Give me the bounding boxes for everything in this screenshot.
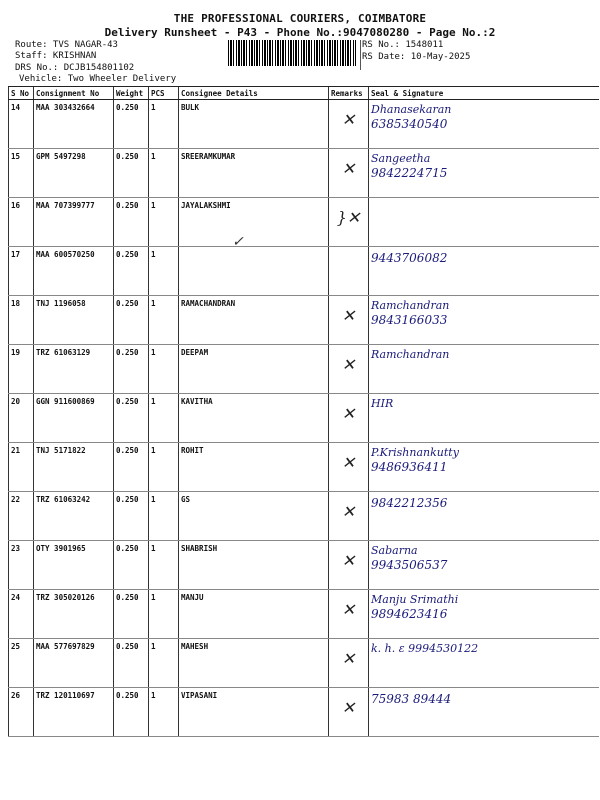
row-weight: 0.250 xyxy=(114,149,149,198)
row-pcs: 1 xyxy=(149,541,179,590)
row-weight: 0.250 xyxy=(114,590,149,639)
col-pcs: PCS xyxy=(149,87,179,100)
signature-phone: 9842224715 xyxy=(371,166,448,180)
row-weight: 0.250 xyxy=(114,296,149,345)
signature-phone: 9894623416 xyxy=(371,607,448,621)
row-sno: 17 xyxy=(9,247,34,296)
row-sno: 19 xyxy=(9,345,34,394)
row-pcs: 1 xyxy=(149,247,179,296)
row-pcs: 1 xyxy=(149,149,179,198)
row-signature xyxy=(369,149,599,198)
row-consignment: OTY 3901965 xyxy=(34,541,114,590)
row-weight: 0.250 xyxy=(114,198,149,247)
row-pcs: 1 xyxy=(149,394,179,443)
row-pcs: 1 xyxy=(149,492,179,541)
row-signature xyxy=(369,688,599,737)
signature-name: P.Krishnankutty xyxy=(371,446,459,459)
table-row xyxy=(9,492,599,541)
row-sno: 24 xyxy=(9,590,34,639)
row-weight: 0.250 xyxy=(114,492,149,541)
rs-number: RS No.: 1548011 xyxy=(362,40,444,50)
row-sno: 26 xyxy=(9,688,34,737)
row-remark: ✕ xyxy=(329,590,369,639)
row-remark: ✕ xyxy=(329,149,369,198)
row-remark xyxy=(329,247,369,296)
signature-name: Sangeetha xyxy=(371,152,431,165)
row-consignee: BULK xyxy=(179,100,329,149)
table-row xyxy=(9,443,599,492)
table-row xyxy=(9,296,599,345)
row-consignment: TRZ 305020126 xyxy=(34,590,114,639)
signature-name: Sabarna xyxy=(371,544,418,557)
rs-date: RS Date: 10-May-2025 xyxy=(362,52,471,62)
company-title: THE PROFESSIONAL COURIERS, COIMBATORE xyxy=(173,12,427,25)
staff-label: Staff: KRISHNAN xyxy=(15,51,97,61)
row-pcs: 1 xyxy=(149,100,179,149)
row-sno: 15 xyxy=(9,149,34,198)
row-consignment: TRZ 61063129 xyxy=(34,345,114,394)
row-pcs: 1 xyxy=(149,688,179,737)
row-remark: ✕ xyxy=(329,345,369,394)
row-signature xyxy=(369,443,599,492)
row-pcs: 1 xyxy=(149,296,179,345)
row-weight: 0.250 xyxy=(114,443,149,492)
row-consignment: MAA 600570250 xyxy=(34,247,114,296)
signature-phone: 9843166033 xyxy=(371,313,448,327)
table-row xyxy=(9,590,599,639)
row-signature xyxy=(369,492,599,541)
row-consignee: KAVITHA xyxy=(179,394,329,443)
signature-name: Dhanasekaran xyxy=(371,103,452,116)
signature-phone: 9943506537 xyxy=(371,558,448,572)
row-remark: ✕ xyxy=(329,688,369,737)
row-remark: ✕ xyxy=(329,639,369,688)
row-consignment: GPM 5497298 xyxy=(34,149,114,198)
check-mark: ✓ xyxy=(232,234,244,250)
table-row xyxy=(9,394,599,443)
row-signature xyxy=(369,247,599,296)
row-consignee: DEEPAM xyxy=(179,345,329,394)
row-sno: 16 xyxy=(9,198,34,247)
table-row xyxy=(9,247,599,296)
row-signature xyxy=(369,345,599,394)
row-consignment: TNJ 5171822 xyxy=(34,443,114,492)
barcode xyxy=(228,40,356,66)
row-pcs: 1 xyxy=(149,345,179,394)
row-remark: ✕ xyxy=(329,492,369,541)
row-consignee xyxy=(179,247,329,296)
signature-name: Ramchandran xyxy=(371,299,450,312)
col-signature: Seal & Signature xyxy=(369,87,599,100)
row-consignment: TRZ 120110697 xyxy=(34,688,114,737)
row-signature xyxy=(369,590,599,639)
row-signature xyxy=(369,541,599,590)
row-signature xyxy=(369,639,599,688)
row-consignee: SREERAMKUMAR xyxy=(179,149,329,198)
runsheet-subtitle: Delivery Runsheet - P43 - Phone No.:9047080280 - Page No.:2 xyxy=(104,26,496,39)
col-consignee: Consignee Details xyxy=(179,87,329,100)
row-remark: ✕ xyxy=(329,296,369,345)
table-row xyxy=(9,149,599,198)
row-pcs: 1 xyxy=(149,639,179,688)
table-row xyxy=(9,541,599,590)
divider xyxy=(360,40,361,70)
row-weight: 0.250 xyxy=(114,345,149,394)
row-consignee: GS xyxy=(179,492,329,541)
row-consignment: TNJ 1196058 xyxy=(34,296,114,345)
row-sno: 18 xyxy=(9,296,34,345)
row-consignee: JAYALAKSHMI xyxy=(179,198,329,247)
row-consignee: MANJU xyxy=(179,590,329,639)
route-label: Route: TVS NAGAR-43 xyxy=(15,40,118,50)
row-signature xyxy=(369,198,599,247)
row-remark: ✕ xyxy=(329,394,369,443)
signature-phone: 6385340540 xyxy=(371,117,448,131)
row-sno: 14 xyxy=(9,100,34,149)
runsheet-table xyxy=(8,86,599,737)
row-sno: 22 xyxy=(9,492,34,541)
table-row xyxy=(9,100,599,149)
table-header-row xyxy=(9,87,599,100)
table-row xyxy=(9,345,599,394)
row-remark: ✕ xyxy=(329,443,369,492)
signature-phone: 9486936411 xyxy=(371,460,448,474)
row-signature xyxy=(369,296,599,345)
table-row xyxy=(9,198,599,247)
row-consignment: GGN 911600869 xyxy=(34,394,114,443)
row-pcs: 1 xyxy=(149,198,179,247)
table-row xyxy=(9,639,599,688)
row-weight: 0.250 xyxy=(114,688,149,737)
row-consignee: VIPASANI xyxy=(179,688,329,737)
row-consignee: MAHESH xyxy=(179,639,329,688)
col-sno: S No xyxy=(9,87,34,100)
row-sno: 25 xyxy=(9,639,34,688)
signature-name: k. h. ε 9994530122 xyxy=(371,642,479,655)
row-sno: 20 xyxy=(9,394,34,443)
row-pcs: 1 xyxy=(149,590,179,639)
row-consignment: MAA 707399777 xyxy=(34,198,114,247)
row-consignment: MAA 577697829 xyxy=(34,639,114,688)
drs-label: DRS No.: DCJB154801102 xyxy=(15,63,135,73)
table-row xyxy=(9,688,599,737)
row-consignee: SHABRISH xyxy=(179,541,329,590)
row-consignee: ROHIT xyxy=(179,443,329,492)
row-signature xyxy=(369,100,599,149)
signature-name: HIR xyxy=(371,397,394,410)
signature-name: Manju Srimathi xyxy=(371,593,459,606)
vehicle-label: Vehicle: Two Wheeler Delivery xyxy=(19,74,177,84)
row-signature xyxy=(369,394,599,443)
col-remarks: Remarks xyxy=(329,87,369,100)
signature-phone: 75983 89444 xyxy=(371,692,452,706)
row-remark: }✕ xyxy=(329,198,369,247)
col-weight: Weight xyxy=(114,87,149,100)
row-weight: 0.250 xyxy=(114,541,149,590)
signature-name: Ramchandran xyxy=(371,348,450,361)
row-weight: 0.250 xyxy=(114,100,149,149)
row-sno: 21 xyxy=(9,443,34,492)
row-weight: 0.250 xyxy=(114,639,149,688)
row-remark: ✕ xyxy=(329,100,369,149)
col-consignment: Consignment No xyxy=(34,87,114,100)
row-consignment: MAA 303432664 xyxy=(34,100,114,149)
row-weight: 0.250 xyxy=(114,247,149,296)
row-remark: ✕ xyxy=(329,541,369,590)
signature-phone: 9443706082 xyxy=(371,251,448,265)
row-consignee: RAMACHANDRAN xyxy=(179,296,329,345)
row-pcs: 1 xyxy=(149,443,179,492)
row-sno: 23 xyxy=(9,541,34,590)
signature-phone: 9842212356 xyxy=(371,496,448,510)
row-consignment: TRZ 61063242 xyxy=(34,492,114,541)
row-weight: 0.250 xyxy=(114,394,149,443)
